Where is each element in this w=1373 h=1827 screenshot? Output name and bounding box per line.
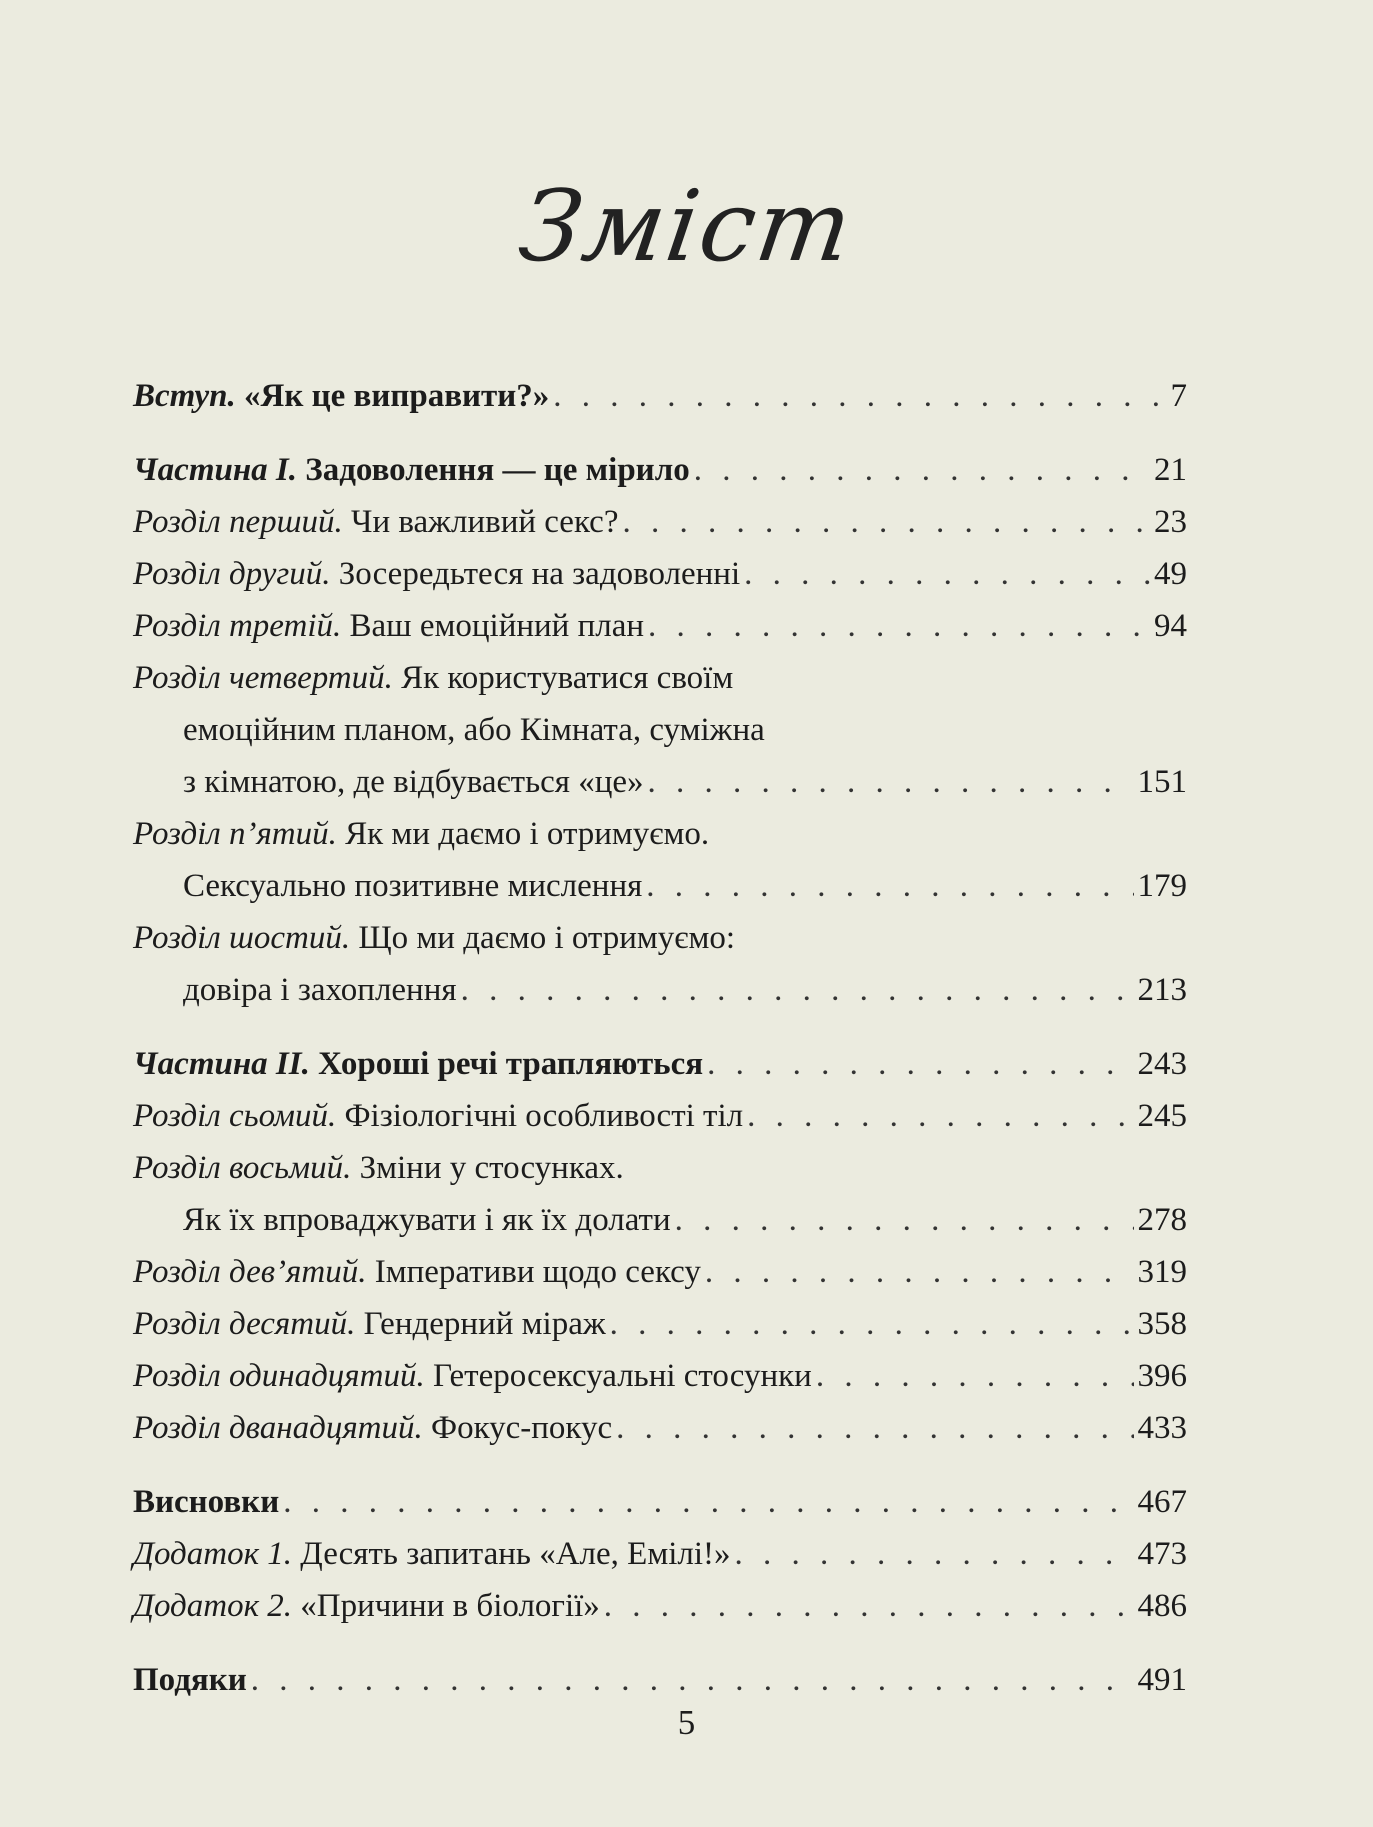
- entry-label: Частина I.: [133, 452, 298, 488]
- dot-leader: [251, 1654, 1134, 1706]
- toc-entry-appendix-1: [133, 1528, 1187, 1580]
- toc-entry-chapter-3: [133, 600, 1187, 652]
- entry-label: Розділ сьомий.: [133, 1098, 337, 1134]
- dot-leader: [553, 370, 1166, 422]
- entry-title-line-2: емоційним планом, або Кімната, суміжна: [183, 712, 765, 748]
- dot-leader: [616, 1402, 1133, 1454]
- dot-leader: [461, 964, 1134, 1016]
- toc-entry-part2: [133, 1038, 1187, 1090]
- entry-title: Фокус-покус: [422, 1410, 613, 1446]
- entry-title: Задоволення — це мірило: [297, 452, 690, 488]
- entry-label: Розділ третій.: [133, 608, 342, 644]
- entry-label: Додаток 1.: [133, 1536, 293, 1572]
- toc-entry-chapter-9: [133, 1246, 1187, 1298]
- toc-entry-chapter-1: [133, 496, 1187, 548]
- page-ref: 491: [1137, 1662, 1187, 1698]
- entry-title-line-1: Зміни у стосунках.: [351, 1150, 624, 1186]
- page-ref: 21: [1154, 452, 1187, 488]
- page-ref: 151: [1137, 764, 1187, 800]
- toc-entry-chapter-6: [133, 912, 1187, 1016]
- dot-leader: [675, 1194, 1134, 1246]
- entry-label: Частина II.: [133, 1046, 310, 1082]
- dot-leader: [610, 1298, 1134, 1350]
- page-ref: 433: [1137, 1410, 1187, 1446]
- page-ref: 7: [1170, 378, 1187, 414]
- entry-label: Розділ перший.: [133, 504, 343, 540]
- page-ref: 23: [1154, 504, 1187, 540]
- entry-title: Фізіологічні особливості тіл: [336, 1098, 744, 1134]
- entry-label: Подяки: [133, 1662, 247, 1698]
- page-number: 5: [677, 1703, 696, 1742]
- toc-entry-part1: [133, 444, 1187, 496]
- entry-label: Розділ шостий.: [133, 920, 351, 956]
- page-ref: 358: [1137, 1306, 1187, 1342]
- entry-title: Зосередьтеся на задоволенні: [330, 556, 741, 592]
- toc-entry-chapter-12: [133, 1402, 1187, 1454]
- page-ref: 179: [1137, 868, 1187, 904]
- page-title: Зміст: [512, 170, 861, 284]
- page-ref: 473: [1137, 1536, 1187, 1572]
- entry-label: Розділ дванадцятий.: [133, 1410, 423, 1446]
- page-ref: 319: [1137, 1254, 1187, 1290]
- entry-label: Розділ десятий.: [133, 1306, 356, 1342]
- dot-leader: [816, 1350, 1134, 1402]
- toc-entry-acknowledgements: [133, 1654, 1187, 1706]
- toc-entry-appendix-2: [133, 1580, 1187, 1632]
- page-ref: 467: [1137, 1484, 1187, 1520]
- dot-leader: [747, 1090, 1133, 1142]
- entry-title: Імперативи щодо сексу: [366, 1254, 701, 1290]
- entry-label: Розділ четвертий.: [133, 660, 393, 696]
- dot-leader: [622, 496, 1150, 548]
- toc-entry-chapter-7: [133, 1090, 1187, 1142]
- toc-entry-chapter-2: [133, 548, 1187, 600]
- entry-title-line-1: Як користуватися своїм: [392, 660, 734, 696]
- toc-entry-chapter-4: [133, 652, 1187, 808]
- page-ref: 243: [1137, 1046, 1187, 1082]
- page-ref: 49: [1154, 556, 1187, 592]
- table-of-contents: [133, 370, 1187, 1706]
- page-ref: 245: [1137, 1098, 1187, 1134]
- dot-leader: [735, 1528, 1134, 1580]
- entry-label: Вступ.: [133, 378, 236, 414]
- entry-title: Гендерний міраж: [355, 1306, 606, 1342]
- toc-entry-chapter-10: [133, 1298, 1187, 1350]
- dot-leader: [744, 548, 1150, 600]
- entry-label: Додаток 2.: [133, 1588, 293, 1624]
- entry-title-line-1: Що ми даємо і отримуємо:: [350, 920, 736, 956]
- entry-label: Висновки: [133, 1484, 280, 1520]
- dot-leader: [648, 600, 1150, 652]
- page-ref: 396: [1137, 1358, 1187, 1394]
- toc-entry-chapter-8: [133, 1142, 1187, 1246]
- page-ref: 213: [1137, 972, 1187, 1008]
- page-ref: 278: [1137, 1202, 1187, 1238]
- entry-title: «Причини в біології»: [292, 1588, 600, 1624]
- entry-title: Чи важливий секс?: [342, 504, 619, 540]
- entry-title-line-3: з кімнатою, де відбувається «це»: [183, 764, 644, 800]
- entry-label: Розділ другий.: [133, 556, 331, 592]
- entry-title-line-1: Як ми даємо і отримуємо.: [336, 816, 710, 852]
- dot-leader: [604, 1580, 1134, 1632]
- page-ref: 94: [1154, 608, 1187, 644]
- entry-title: Десять запитань «Але, Емілі!»: [292, 1536, 731, 1572]
- entry-title-line-2: довіра і захоплення: [183, 972, 457, 1008]
- dot-leader: [694, 444, 1150, 496]
- toc-entry-chapter-11: [133, 1350, 1187, 1402]
- toc-entry-intro: [133, 370, 1187, 422]
- entry-title: Хороші речі трапляються: [309, 1046, 704, 1082]
- entry-title: Ваш емоційний план: [341, 608, 645, 644]
- dot-leader: [283, 1476, 1133, 1528]
- entry-label: Розділ дев’ятий.: [133, 1254, 367, 1290]
- toc-entry-conclusions: [133, 1476, 1187, 1528]
- toc-entry-chapter-5: [133, 808, 1187, 912]
- entry-label: Розділ одинадцятий.: [133, 1358, 425, 1394]
- dot-leader: [707, 1038, 1133, 1090]
- entry-label: Розділ п’ятий.: [133, 816, 337, 852]
- entry-title: Гетеросексуальні стосунки: [424, 1358, 812, 1394]
- entry-title-line-2: Як їх впроваджувати і як їх долати: [183, 1202, 671, 1238]
- entry-title: «Як це виправити?»: [235, 378, 550, 414]
- dot-leader: [705, 1246, 1134, 1298]
- entry-label: Розділ восьмий.: [133, 1150, 352, 1186]
- dot-leader: [648, 756, 1134, 808]
- page-ref: 486: [1137, 1588, 1187, 1624]
- dot-leader: [646, 860, 1133, 912]
- entry-title-line-2: Сексуально позитивне мислення: [183, 868, 643, 904]
